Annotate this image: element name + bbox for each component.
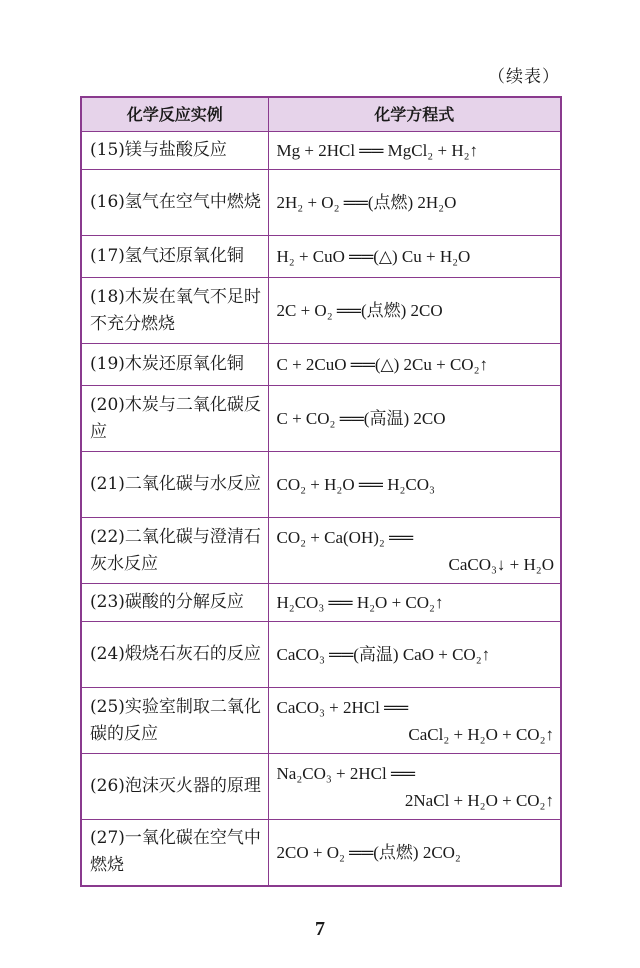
- table-row: [81, 132, 561, 170]
- table-row: [81, 236, 561, 278]
- table-row: [81, 584, 561, 622]
- reaction-cell: (19)木炭还原氧化铜: [81, 344, 268, 386]
- equation-cell: [268, 278, 561, 344]
- equation-line-continued: CaCO₃↓ + H₂O: [448, 554, 554, 574]
- equation-cell: [268, 688, 561, 754]
- table-row: [81, 518, 561, 584]
- equation-line: CaCO₃ + 2HCl ══: [276, 697, 409, 717]
- table-row: [81, 754, 561, 820]
- reaction-cell: (21)二氧化碳与水反应: [81, 452, 268, 518]
- reaction-cell: (24)煅烧石灰石的反应: [81, 622, 268, 688]
- table-row: [81, 688, 561, 754]
- chemical-equations-table: [80, 96, 562, 887]
- reaction-cell: (27)一氧化碳在空气中燃烧: [81, 820, 268, 886]
- reaction-cell: (22)二氧化碳与澄清石灰水反应: [81, 518, 268, 584]
- equation-line: 2H₂ + O₂ ══(点燃) 2H₂O: [276, 193, 457, 212]
- equation-line-continued: CaCl₂ + H₂O + CO₂↑: [408, 724, 554, 744]
- table-row: [81, 170, 561, 236]
- equation-cell: [268, 754, 561, 820]
- equation-cell: [268, 518, 561, 584]
- equation-line: H₂CO₃ ══ H₂O + CO₂↑: [276, 593, 444, 612]
- equation-line: CO₂ + H₂O ══ H₂CO₃: [276, 475, 435, 494]
- equation-line: Mg + 2HCl ══ MgCl₂ + H₂↑: [276, 141, 479, 160]
- reaction-cell: (20)木炭与二氧化碳反应: [81, 386, 268, 452]
- equation-cell: [268, 236, 561, 278]
- reaction-cell: (16)氢气在空气中燃烧: [81, 170, 268, 236]
- reaction-cell: (15)镁与盐酸反应: [81, 132, 268, 170]
- equation-line: CaCO₃ ══(高温) CaO + CO₂↑: [276, 645, 491, 664]
- equation-line: H₂ + CuO ══(△) Cu + H₂O: [276, 247, 471, 266]
- table-header-row: [81, 97, 561, 132]
- equation-cell: [268, 132, 561, 170]
- reaction-cell: (17)氢气还原氧化铜: [81, 236, 268, 278]
- reaction-cell: (25)实验室制取二氧化碳的反应: [81, 688, 268, 754]
- equation-line: C + CO₂ ══(高温) 2CO: [276, 409, 446, 428]
- equation-cell: [268, 622, 561, 688]
- equation-cell: [268, 820, 561, 886]
- reaction-cell: (18)木炭在氧气不足时不充分燃烧: [81, 278, 268, 344]
- header-equation: 化学方程式: [268, 97, 561, 132]
- equation-line-continued: 2NaCl + H₂O + CO₂↑: [404, 790, 554, 810]
- equation-line: 2CO + O₂ ══(点燃) 2CO₂: [276, 842, 461, 862]
- reaction-cell: (23)碳酸的分解反应: [81, 584, 268, 622]
- table-row: [81, 452, 561, 518]
- header-reaction: 化学反应实例: [81, 97, 268, 132]
- equation-line: CO₂ + Ca(OH)₂ ══: [276, 527, 414, 547]
- equation-cell: [268, 170, 561, 236]
- page-number: 7: [315, 918, 325, 940]
- continued-label: （续表）: [488, 67, 560, 87]
- reaction-cell: (26)泡沫灭火器的原理: [81, 754, 268, 820]
- equation-cell: [268, 344, 561, 386]
- equation-cell: [268, 584, 561, 622]
- equation-cell: [268, 452, 561, 518]
- table-row: [81, 386, 561, 452]
- table-row: [81, 344, 561, 386]
- equation-cell: [268, 386, 561, 452]
- table-row: [81, 820, 561, 886]
- table-row: [81, 278, 561, 344]
- equation-line: C + 2CuO ══(△) 2Cu + CO₂↑: [276, 355, 488, 374]
- equation-line: Na₂CO₃ + 2HCl ══: [276, 763, 416, 783]
- table-row: [81, 622, 561, 688]
- equation-line: 2C + O₂ ══(点燃) 2CO: [276, 301, 443, 320]
